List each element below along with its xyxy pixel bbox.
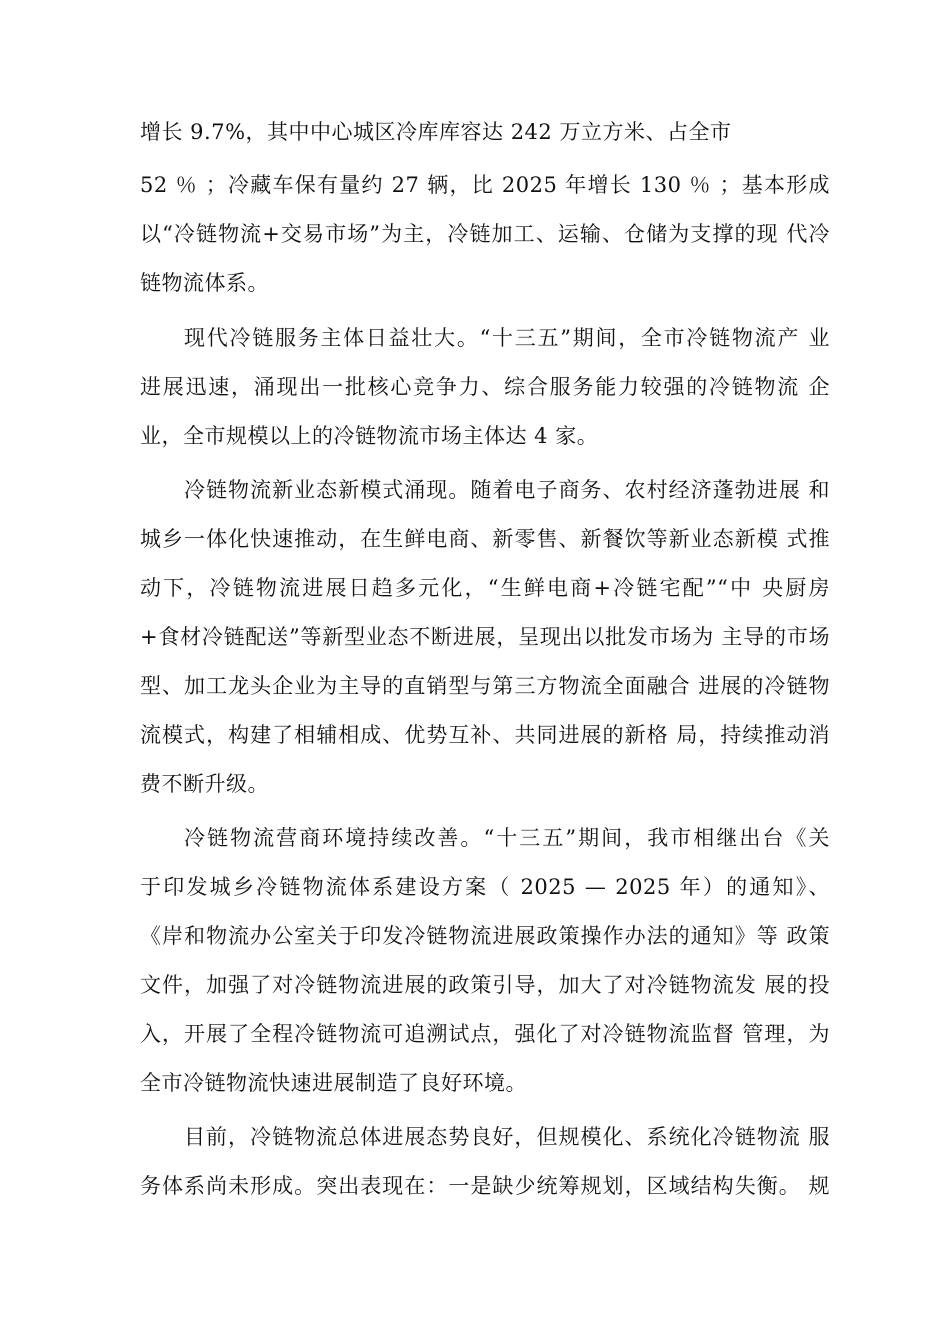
text-line: +食材冷链配送”等新型业态不断进展，呈现出以批发市场为 主导的市场 <box>140 625 830 649</box>
text-line: 全市冷链物流快速进展制造了良好环境。 <box>140 1071 527 1095</box>
text-line: 城乡一体化快速推动，在生鲜电商、新零售、新餐饮等新业态新模 式推 <box>140 527 830 551</box>
text-line: 于印发城乡冷链物流体系建设方案（ 2025 — 2025 年）的通知》、 <box>140 875 830 899</box>
text-line: 冷链物流营商环境持续改善。“十三五”期间，我市相继出台《关 <box>184 826 830 850</box>
text-line: 增长 9.7%，其中中心城区冷库库容达 242 万立方米、占全市 <box>140 120 732 144</box>
text-line: 52 ％ ；冷藏车保有量约 27 辆，比 2025 年增长 130 ％ ；基本形成 <box>140 173 830 197</box>
text-line: 入，开展了全程冷链物流可追溯试点，强化了对冷链物流监督 管理，为 <box>140 1022 830 1046</box>
text-line: 流模式，构建了相辅相成、优势互补、共同进展的新格 局，持续推动消 <box>140 723 830 747</box>
text-line: 务体系尚未形成。突出表现在：一是缺少统筹规划，区域结构失衡。 规 <box>140 1174 830 1198</box>
text-line: 链物流体系。 <box>140 271 269 295</box>
text-line: 型、加工龙头企业为主导的直销型与第三方物流全面融合 进展的冷链物 <box>140 674 830 698</box>
text-line: 文件，加强了对冷链物流进展的政策引导，加大了对冷链物流发 展的投 <box>140 973 830 997</box>
text-line: 现代冷链服务主体日益壮大。“十三五”期间，全市冷链物流产 业 <box>184 326 830 350</box>
text-line: 冷链物流新业态新模式涌现。随着电子商务、农村经济蓬勃进展 和 <box>184 478 830 502</box>
text-line: 目前，冷链物流总体进展态势良好，但规模化、系统化冷链物流 服 <box>184 1125 830 1149</box>
text-line: 动下，冷链物流进展日趋多元化，“生鲜电商+冷链宅配”“中 央厨房 <box>140 576 830 600</box>
text-line: 《岸和物流办公室关于印发冷链物流进展政策操作办法的通知》等 政策 <box>140 924 830 948</box>
text-line: 进展迅速，涌现出一批核心竞争力、综合服务能力较强的冷链物流 企 <box>140 375 830 399</box>
text-line: 以“冷链物流+交易市场”为主，冷链加工、运输、仓储为支撑的现 代冷 <box>140 222 830 246</box>
text-line: 费不断升级。 <box>140 772 269 796</box>
text-line: 业，全市规模以上的冷链物流市场主体达 4 家。 <box>140 424 599 448</box>
